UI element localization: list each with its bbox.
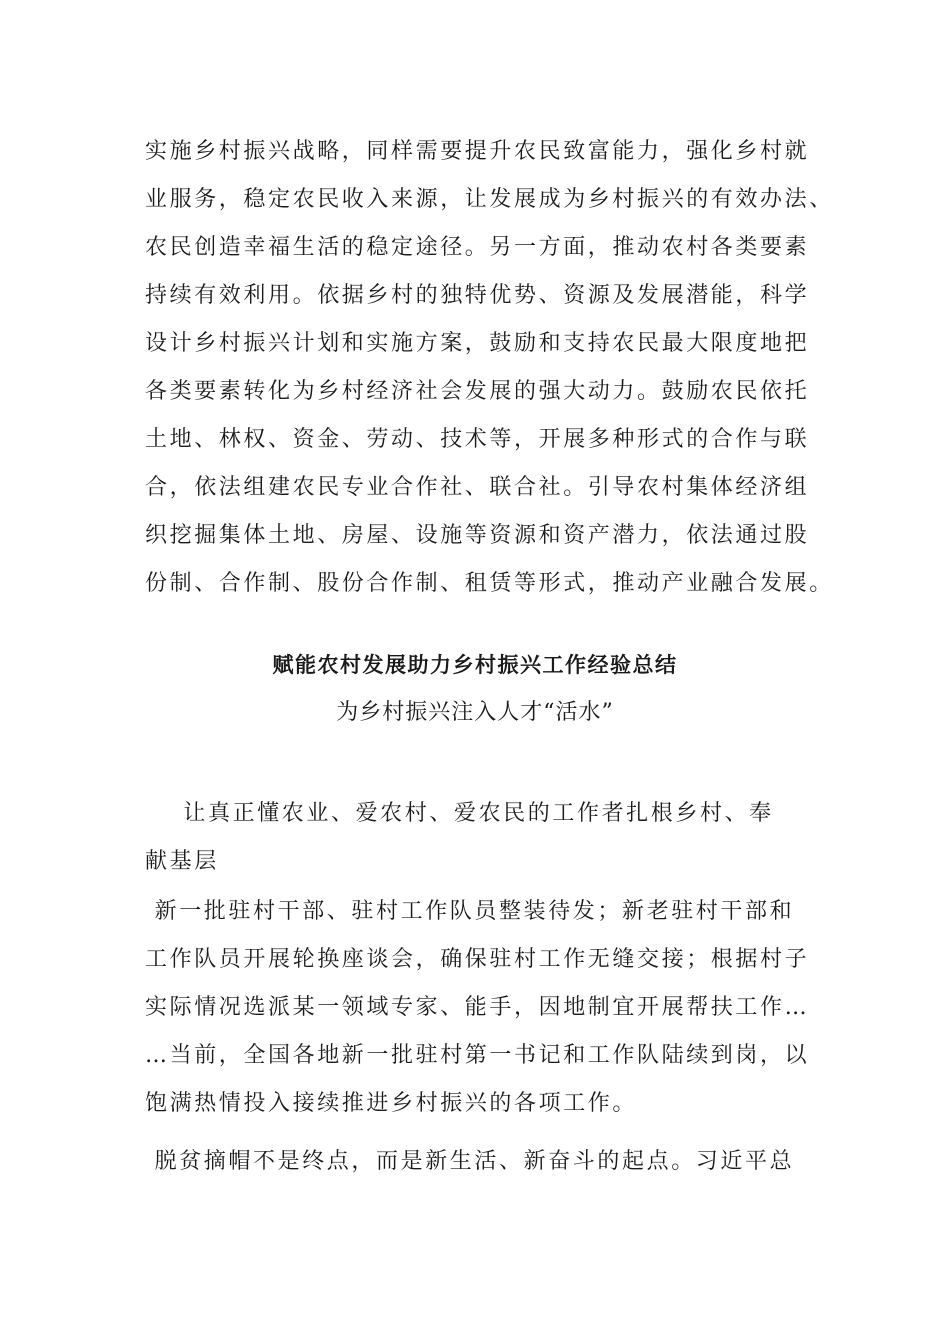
document-subtitle: 为乡村振兴注入人才“活水” (336, 700, 614, 725)
paragraph-1-line-8: 合，依法组建农民专业合作社、联合社。引导农村集体经济组 (145, 475, 810, 500)
paragraph-3-line-5: 饱满热情投入接续推进乡村振兴的各项工作。 (145, 1091, 638, 1116)
paragraph-1-line-10: 份制、合作制、股份合作制、租赁等形式，推动产业融合发展。 (145, 571, 834, 596)
paragraph-1-line-7: 土地、林权、资金、劳动、技术等，开展多种形式的合作与联 (145, 427, 810, 452)
paragraph-1-line-2: 业服务，稳定农民收入来源，让发展成为乡村振兴的有效办法、 (145, 187, 834, 212)
paragraph-2-line-2: 献基层 (145, 849, 219, 874)
paragraph-3-line-1: 新一批驻村干部、驻村工作队员整装待发；新老驻村干部和 (145, 899, 795, 924)
paragraph-1-line-6: 各类要素转化为乡村经济社会发展的强大动力。鼓励农民依托 (145, 379, 810, 404)
paragraph-1-line-3: 农民创造幸福生活的稳定途径。另一方面，推动农村各类要素 (145, 235, 810, 260)
paragraph-3-line-3: 实际情况选派某一领域专家、能手，因地制宜开展帮扶工作… (145, 995, 810, 1020)
paragraph-3-line-4: …当前，全国各地新一批驻村第一书记和工作队陆续到岗，以 (145, 1043, 810, 1068)
paragraph-1-line-9: 织挖掘集体土地、房屋、设施等资源和资产潜力，依法通过股 (145, 523, 810, 548)
paragraph-4-line-1: 脱贫摘帽不是终点，而是新生活、新奋斗的起点。习近平总 (145, 1149, 795, 1174)
document-title: 赋能农村发展助力乡村振兴工作经验总结 (272, 652, 678, 677)
paragraph-3-line-2: 工作队员开展轮换座谈会，确保驻村工作无缝交接；根据村子 (145, 947, 810, 972)
paragraph-1-line-1: 实施乡村振兴战略，同样需要提升农民致富能力，强化乡村就 (145, 139, 810, 164)
paragraph-1-line-4: 持续有效利用。依据乡村的独特优势、资源及发展潜能，科学 (145, 283, 810, 308)
paragraph-1-line-5: 设计乡村振兴计划和实施方案，鼓励和支持农民最大限度地把 (145, 331, 810, 356)
paragraph-2-line-1: 让真正懂农业、爱农村、爱农民的工作者扎根乡村、奉 (145, 801, 774, 826)
